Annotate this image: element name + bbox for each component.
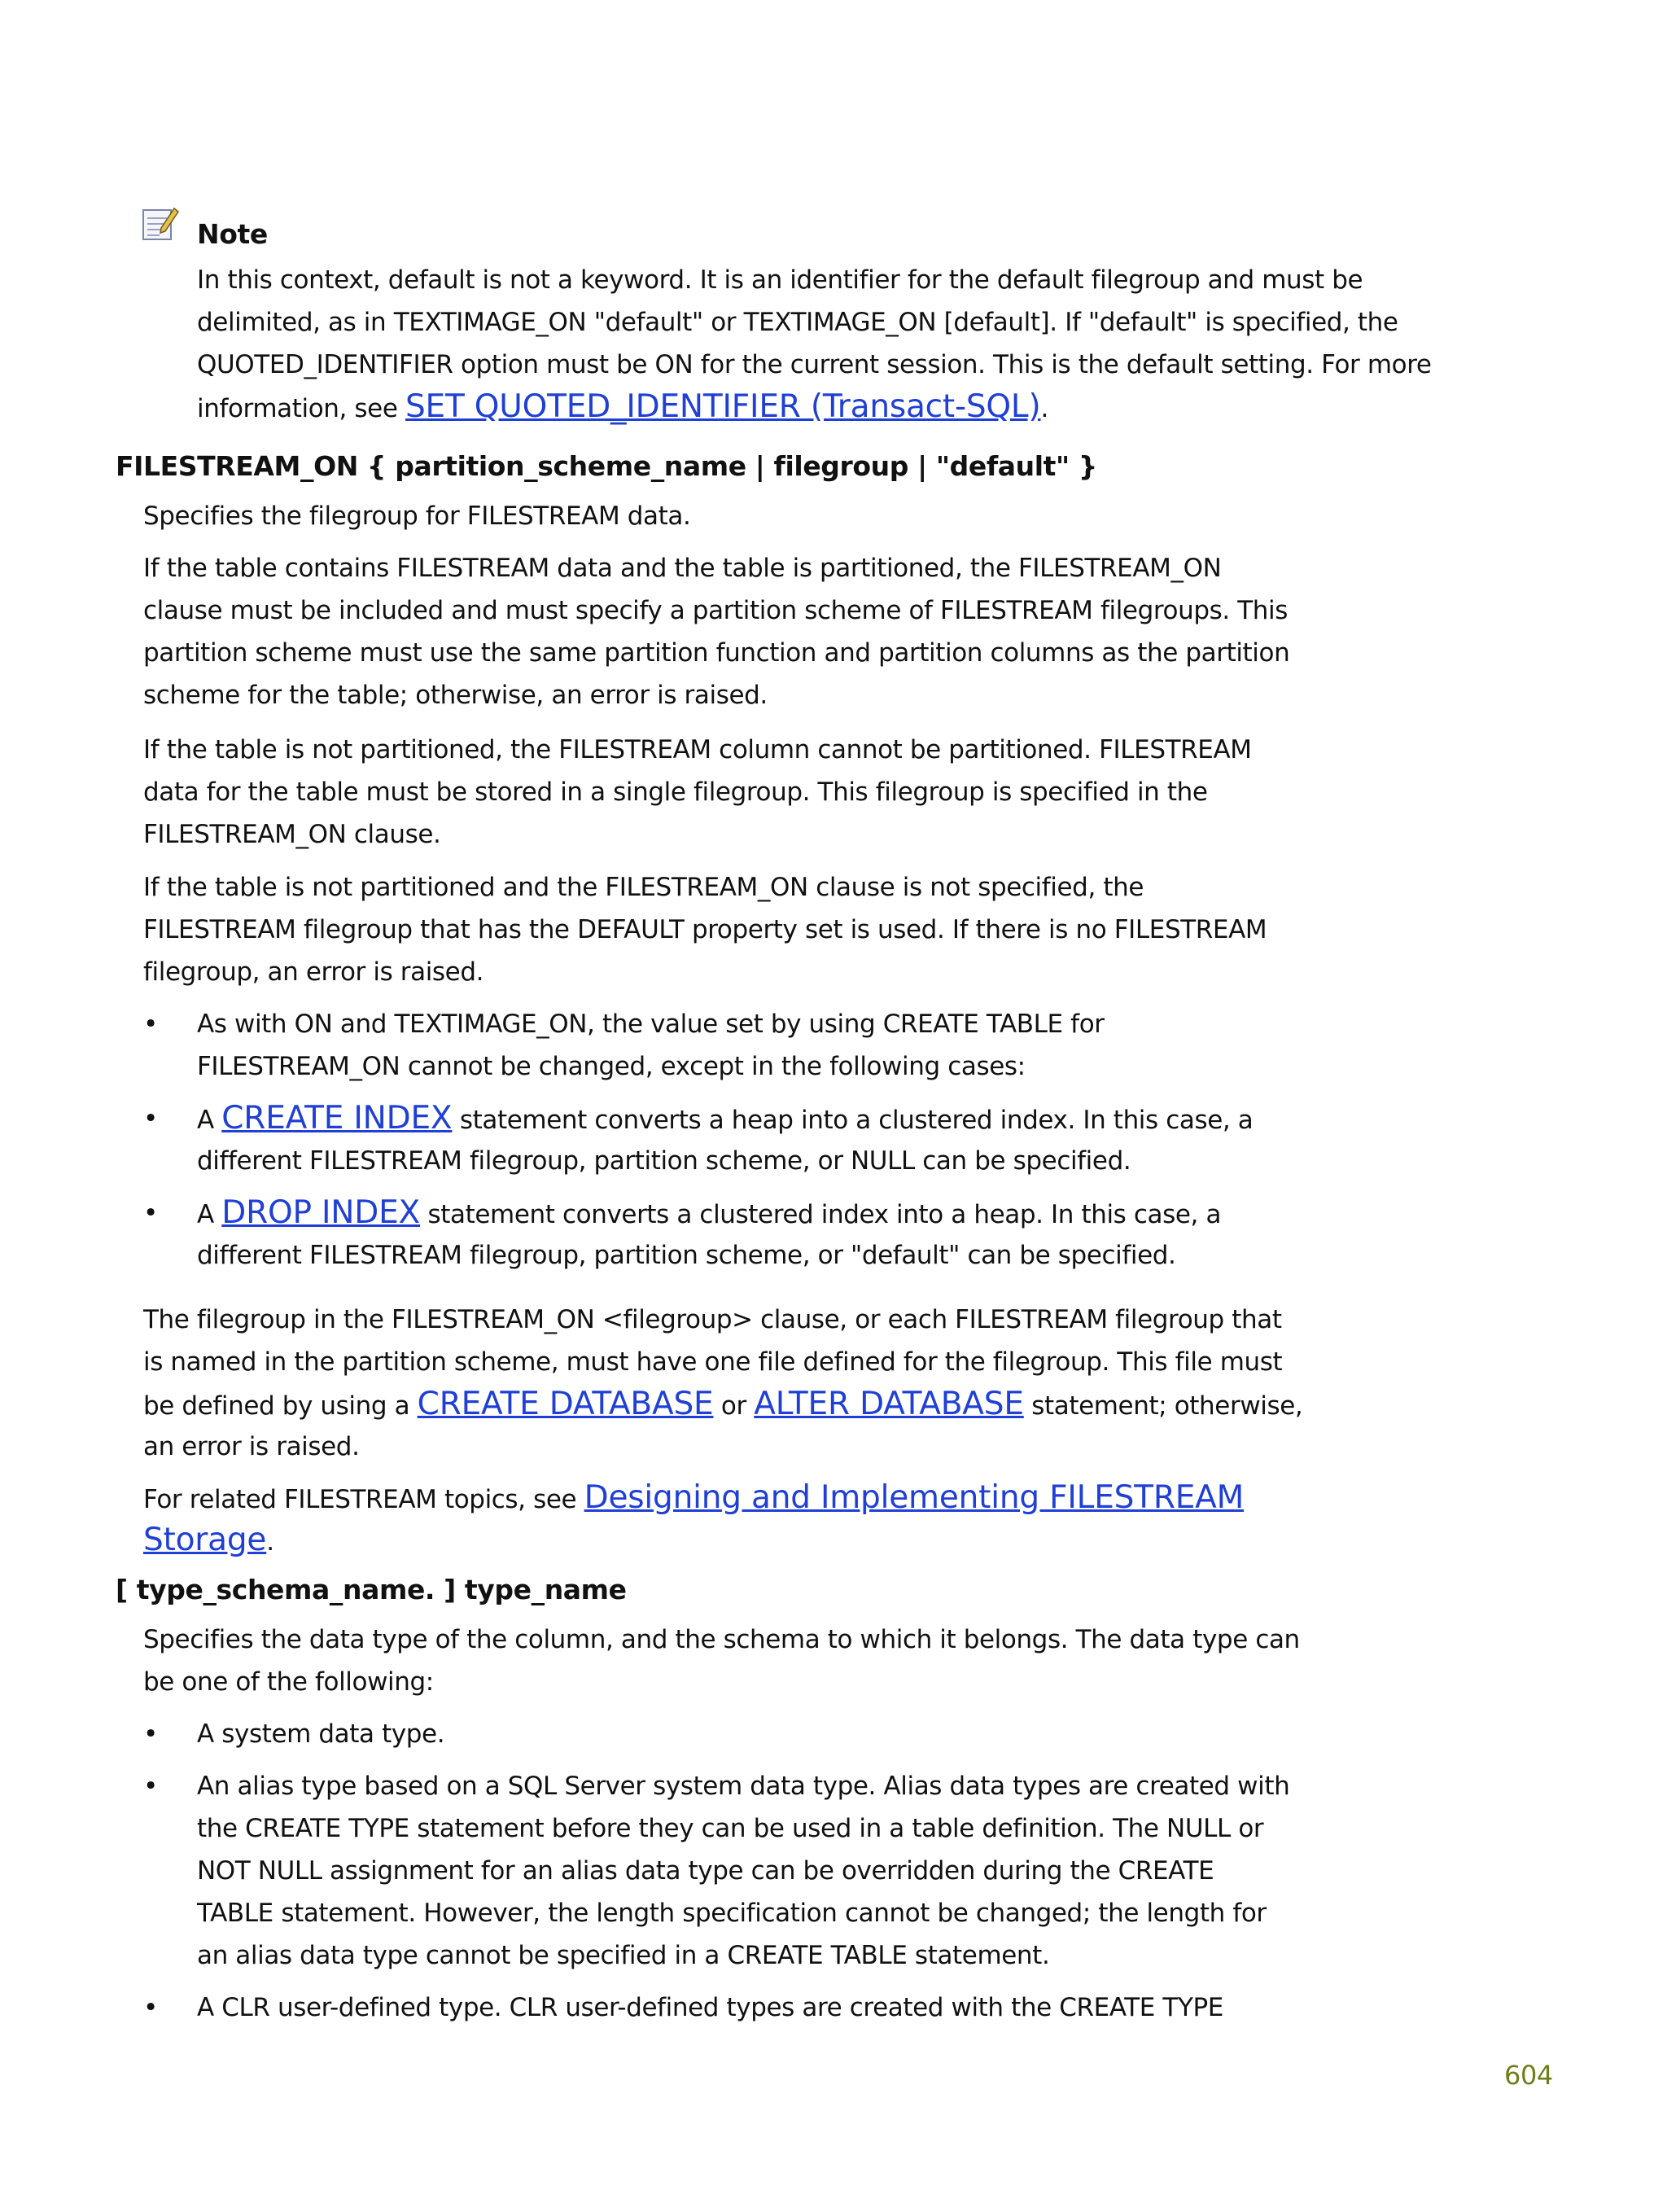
paragraph-line: clause must be included and must specify a partition scheme of FILESTREAM filegroups. This (143, 596, 1289, 625)
alter-database-link[interactable]: ALTER DATABASE (754, 1386, 1024, 1422)
paragraph-line: If the table is not partitioned, the FILESTREAM column cannot be partitioned. FILESTREAM (143, 735, 1252, 764)
paragraph-line: filegroup, an error is raised. (143, 957, 484, 987)
page-number: 604 (1504, 2060, 1553, 2091)
note-icon (140, 204, 181, 244)
bullet-icon: • (143, 1198, 158, 1228)
list-item-line: an alias data type cannot be specified in a CREATE TABLE statement. (197, 1941, 1050, 1970)
paragraph-line: FILESTREAM_ON clause. (143, 820, 441, 849)
paragraph (143, 1477, 1299, 1562)
paragraph (143, 495, 1299, 537)
paragraph-line: an error is raised. (143, 1432, 360, 1461)
set-quoted-identifier-link[interactable]: SET QUOTED_IDENTIFIER (Transact-SQL) (405, 388, 1041, 425)
paragraph (143, 547, 1299, 716)
list-item-text: statement converts a clustered index into a heap. In this case, a (420, 1200, 1222, 1229)
create-database-link[interactable]: CREATE DATABASE (417, 1386, 714, 1422)
paragraph-text: statement; otherwise, (1023, 1391, 1303, 1421)
paragraph-line (143, 1477, 1299, 1519)
list-item-line: TABLE statement. However, the length specification cannot be changed; the length for (197, 1899, 1267, 1928)
note-line: QUOTED_IDENTIFIER option must be ON for the current session. This is the default setting. For more (197, 350, 1432, 379)
type-name-heading: [ type_schema_name. ] type_name (116, 1574, 627, 1605)
bullet-icon: • (143, 1772, 158, 1801)
paragraph-line: data for the table must be stored in a single filegroup. This filegroup is specified in the (143, 777, 1208, 807)
paragraph-line: The filegroup in the FILESTREAM_ON <filegroup> clause, or each FILESTREAM filegroup that (143, 1305, 1282, 1334)
note-line: In this context, default is not a keyword. It is an identifier for the default filegroup and must be (197, 265, 1363, 295)
filestream-on-heading: FILESTREAM_ON { partition_scheme_name | filegroup | "default" } (116, 450, 1098, 482)
note-body (197, 259, 1434, 428)
note-text: information, see (197, 394, 405, 423)
note-text: . (1040, 394, 1048, 423)
paragraph (143, 1299, 1303, 1468)
note-line (197, 386, 1434, 428)
paragraph (143, 1618, 1299, 1703)
bullet-icon: • (143, 1993, 158, 2022)
list-item-line: the CREATE TYPE statement before they can be used in a table definition. The NULL or (197, 1814, 1264, 1843)
paragraph-line: is named in the partition scheme, must have one file defined for the filegroup. This file must (143, 1347, 1283, 1377)
list-item-line: NOT NULL assignment for an alias data type can be overridden during the CREATE (197, 1856, 1214, 1886)
list-item-line: different FILESTREAM filegroup, partition scheme, or "default" can be specified. (197, 1241, 1176, 1270)
list-item-line: A CLR user-defined type. CLR user-defined types are created with the CREATE TYPE (197, 1993, 1223, 2022)
note-title: Note (197, 218, 268, 250)
list-item-line: As with ON and TEXTIMAGE_ON, the value set by using CREATE TABLE for (197, 1010, 1105, 1039)
list-item-line: different FILESTREAM filegroup, partition scheme, or NULL can be specified. (197, 1146, 1131, 1176)
paragraph-line (143, 1519, 1299, 1562)
create-index-link[interactable]: CREATE INDEX (221, 1100, 453, 1137)
list-item-text: statement converts a heap into a clustered index. In this case, a (452, 1106, 1254, 1135)
note-line: delimited, as in TEXTIMAGE_ON "default" or TEXTIMAGE_ON [default]. If "default" is specified, the (197, 308, 1398, 337)
designing-filestream-link[interactable]: Designing and Implementing FILESTREAM (584, 1479, 1245, 1516)
paragraph-line: FILESTREAM filegroup that has the DEFAULT property set is used. If there is no FILESTREAM (143, 915, 1267, 944)
paragraph-line: Specifies the data type of the column, and the schema to which it belongs. The data type can (143, 1625, 1300, 1654)
paragraph-line: be one of the following: (143, 1667, 434, 1697)
paragraph (143, 729, 1299, 856)
paragraph-text: or (713, 1391, 755, 1421)
paragraph-line (143, 1383, 1303, 1426)
list-item-line: FILESTREAM_ON cannot be changed, except in the following cases: (197, 1052, 1026, 1081)
paragraph (143, 866, 1299, 993)
list-item-text: A (197, 1106, 222, 1135)
paragraph-line: If the table contains FILESTREAM data and the table is partitioned, the FILESTREAM_ON (143, 554, 1222, 583)
storage-link[interactable]: Storage (143, 1522, 267, 1558)
bullet-icon: • (143, 1010, 158, 1039)
paragraph-text: . (266, 1527, 274, 1557)
paragraph-line: If the table is not partitioned and the FILESTREAM_ON clause is not specified, the (143, 873, 1144, 902)
paragraph-line: partition scheme must use the same partition function and partition columns as the partition (143, 638, 1290, 668)
list-item-line: A system data type. (197, 1719, 445, 1749)
bullet-icon: • (143, 1719, 158, 1749)
list-item-line (197, 1192, 1299, 1234)
bullet-icon: • (143, 1104, 158, 1133)
paragraph-text: be defined by using a (143, 1391, 418, 1421)
paragraph-line: Specifies the filegroup for FILESTREAM data. (143, 502, 691, 531)
paragraph-line: scheme for the table; otherwise, an error is raised. (143, 681, 768, 710)
paragraph-text: For related FILESTREAM topics, see (143, 1485, 584, 1514)
list-item-line: An alias type based on a SQL Server system data type. Alias data types are created with (197, 1772, 1290, 1801)
list-item-line (197, 1097, 1299, 1140)
drop-index-link[interactable]: DROP INDEX (221, 1194, 421, 1231)
list-item-text: A (197, 1200, 222, 1229)
